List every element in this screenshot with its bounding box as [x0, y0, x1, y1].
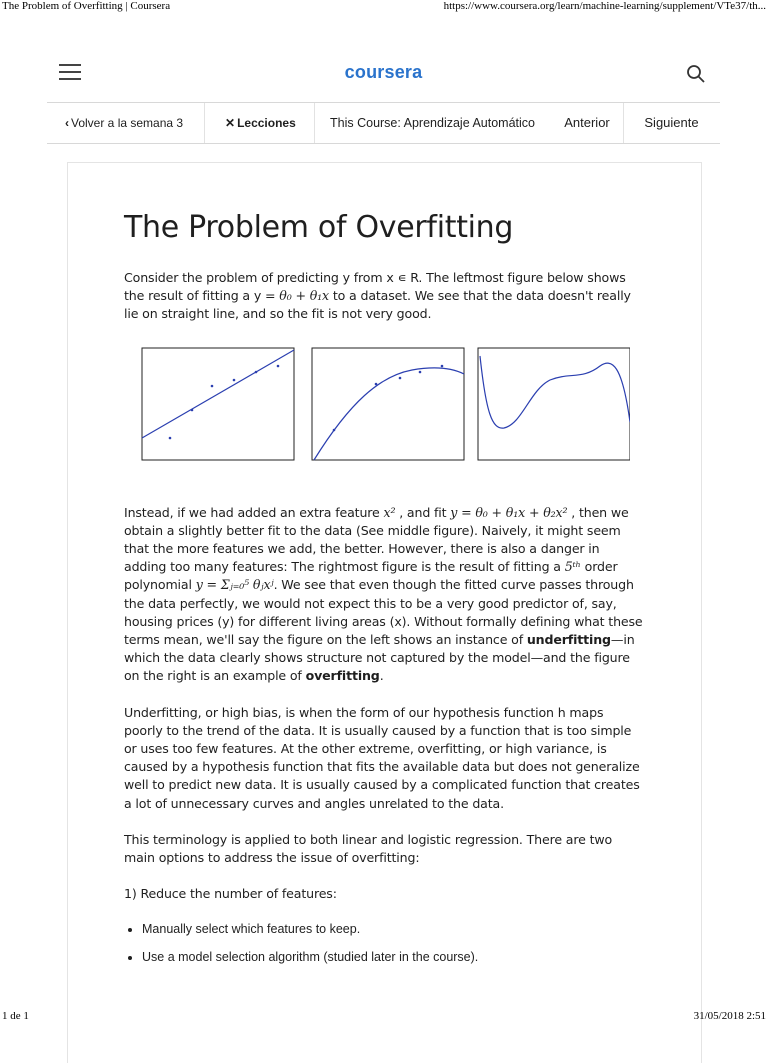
print-title: The Problem of Overfitting | Coursera	[2, 0, 171, 12]
paragraph-option-1: 1) Reduce the number of features:	[124, 886, 337, 902]
list-item: • Use a model selection algorithm (studied later in the course).	[142, 949, 644, 965]
search-icon[interactable]	[686, 64, 706, 84]
print-footer	[0, 1010, 768, 1024]
lessons-button[interactable]	[205, 103, 315, 143]
quadratic-fit-plot	[312, 348, 464, 460]
article	[124, 210, 644, 977]
previous-button[interactable]: Anterior	[551, 103, 624, 143]
close-icon: ✕	[225, 116, 236, 130]
back-to-week-link[interactable]	[47, 103, 205, 143]
paragraph-definitions: Underfitting, or high bias, is when the form of our hypothesis function h maps poorly to the trend of the data. It is usually caused by a function that is too simple or uses too few features. At the other extreme, overfitting, or high variance, is caused by a hypothesis function that fits the available data but does not generalize well to predict new data. It is usually caused by a complicated function that creates a lot of unnecessary curves and angles unrelated to the data.	[124, 704, 640, 811]
linear-fit-plot	[142, 348, 294, 460]
course-title: This Course: Aprendizaje Automático	[330, 116, 535, 130]
print-header	[0, 0, 768, 14]
polynomial-fit-plot	[478, 348, 630, 460]
coursera-logo[interactable]: coursera	[344, 62, 423, 82]
paragraph-options: This terminology is applied to both linear and logistic regression. There are two main options to address the issue of overfitting:	[124, 831, 613, 866]
paragraph-features: Instead, if we had added an extra feature x² , and fit y = θ₀ + θ₁x + θ₂x² , then we obtain a slightly better fit to the data (See middle figure). Naively, it might seem that the more features we add, the better. However, there is also a danger in adding too many features: The rightmost figure is the result of fitting a 5ᵗʰ order polynomial y = Σⱼ₌₀⁵ θⱼxʲ. We see that even though the fitted curve passes through the data perfectly, we would not expect this to be a very good predictor of, say, housing prices (y) for different living areas (x). Without formally defining what these terms mean, we'll say the figure on the left shows an instance of underfitting—in which the data clearly shows structure not captured by the model—and the figure on the right is an example of overfitting.	[124, 504, 643, 684]
next-button[interactable]: Siguiente	[644, 115, 699, 130]
page-title: The Problem of Overfitting	[124, 210, 514, 245]
chevron-left-icon: ‹	[65, 116, 69, 130]
fit-plots	[130, 342, 630, 472]
back-label: Volver a la semana 3	[71, 116, 184, 130]
print-datetime: 31/05/2018 2:51	[693, 1010, 766, 1022]
lesson-nav	[47, 102, 720, 144]
lessons-label: Lecciones	[237, 116, 296, 130]
overfitting-figures	[130, 342, 644, 472]
list-item: • Manually select which features to keep.	[142, 921, 644, 937]
paragraph-intro: Consider the problem of predicting y from x ∊ R. The leftmost figure below shows the result of fitting a y = θ₀ + θ₁x to a dataset. We see that the data doesn't really lie on straight line, and so the fit is not very good.	[124, 270, 631, 322]
top-bar	[47, 52, 720, 102]
option-list	[124, 921, 644, 965]
page-count: 1 de 1	[2, 1010, 29, 1022]
print-url: https://www.coursera.org/learn/machine-learning/supplement/VTe37/th...	[443, 0, 766, 12]
